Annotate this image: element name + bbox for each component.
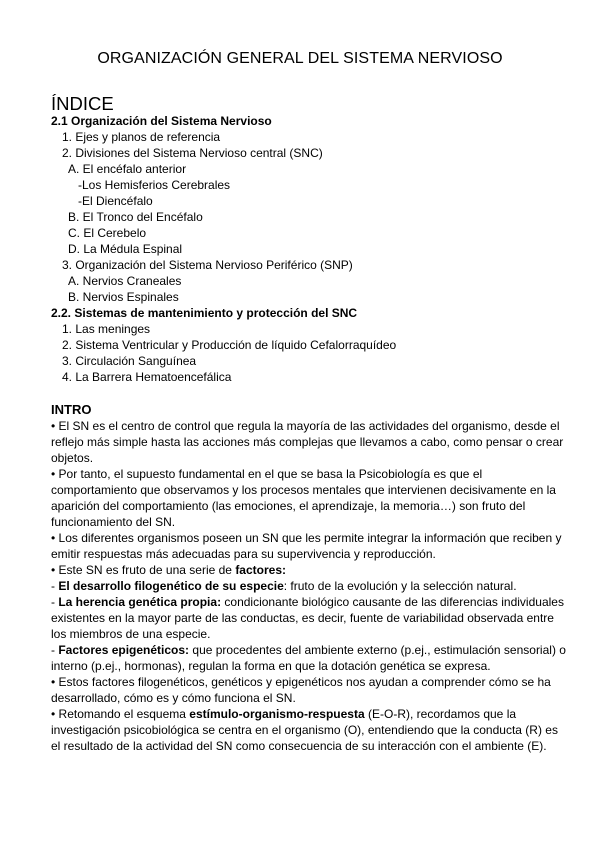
bold-term: El desarrollo filogenético de su especie <box>58 579 284 593</box>
intro-paragraph <box>51 530 566 562</box>
bold-term: factores: <box>235 563 286 577</box>
intro-paragraph <box>51 562 566 578</box>
intro-paragraph <box>51 674 566 706</box>
toc-entry: 2. Divisiones del Sistema Nervioso central (SNC) <box>62 146 323 160</box>
paragraph-text: • Retomando el esquema <box>51 707 190 721</box>
toc-entry: A. El encéfalo anterior <box>68 162 187 176</box>
intro-paragraph <box>51 706 566 754</box>
paragraph-text: • Estos factores filogenéticos, genéticos y epigenéticos nos ayudan a comprender cómo se ha desarrollado, cómo es y cómo funciona el SN. <box>51 675 551 705</box>
toc-entry: D. La Médula Espinal <box>68 242 183 256</box>
intro-paragraph <box>51 466 566 530</box>
intro-body <box>51 418 566 754</box>
toc-entry: A. Nervios Craneales <box>68 274 182 288</box>
paragraph-text: - <box>51 579 59 593</box>
toc-entry: 3. Organización del Sistema Nervioso Periférico (SNP) <box>62 258 353 272</box>
intro-paragraph <box>51 418 566 466</box>
toc-entry: 3. Circulación Sanguínea <box>62 354 197 368</box>
paragraph-text: - <box>51 643 59 657</box>
paragraph-text: - <box>51 595 59 609</box>
intro-paragraph <box>51 642 566 674</box>
intro-paragraph <box>51 594 566 642</box>
paragraph-text: • Por tanto, el supuesto fundamental en el que se basa la Psicobiología es que el comportamiento que observamos y los procesos mentales que intervienen decisivamente en la aparición del comportamiento (las emociones, el aprendizaje, la memoria…) son fruto del funcionamiento del SN. <box>51 467 556 529</box>
paragraph-text: • Este SN es fruto de una serie de <box>51 563 236 577</box>
bold-term: La herencia genética propia: <box>58 595 222 609</box>
table-of-contents <box>51 113 571 385</box>
bold-term: Factores epigenéticos: <box>58 643 190 657</box>
toc-entry: 1. Las meninges <box>62 322 151 336</box>
bold-term: estímulo-organismo-respuesta <box>189 707 365 721</box>
document-title: ORGANIZACIÓN GENERAL DEL SISTEMA NERVIOSO <box>97 50 503 67</box>
paragraph-text: • El SN es el centro de control que regula la mayoría de las actividades del organismo, desde el reflejo más simple hasta las acciones más complejas que llevamos a cabo, como pensar o crear objetos. <box>51 419 564 465</box>
toc-section-heading: 2.1 Organización del Sistema Nervioso <box>51 114 272 128</box>
intro-paragraph <box>51 578 566 594</box>
toc-entry: -Los Hemisferios Cerebrales <box>78 178 231 192</box>
toc-entry: B. Nervios Espinales <box>68 290 179 304</box>
intro-heading: INTRO <box>51 402 92 417</box>
toc-entry: -El Diencéfalo <box>78 194 153 208</box>
toc-entry: 4. La Barrera Hematoencefálica <box>62 370 232 384</box>
toc-entry: 1. Ejes y planos de referencia <box>62 130 221 144</box>
paragraph-text: • Los diferentes organismos poseen un SN que les permite integrar la información que reciben y emitir respuestas más adecuadas para su supervivencia y reproducción. <box>51 531 562 561</box>
paragraph-text: (E-O-R), recordamos que la investigación psicobiológica se centra en el organismo (O), entendiendo que la conducta (R) es el resultado de la actividad del SN como consecuencia de su interacción con el ambiente (E). <box>51 707 558 753</box>
paragraph-text: condicionante biológico causante de las diferencias individuales existentes en la mayor parte de las conductas, es decir, fuente de variabilidad observada entre los miembros de una especie. <box>51 595 564 641</box>
toc-section-heading: 2.2. Sistemas de mantenimiento y protección del SNC <box>51 306 358 320</box>
toc-entry: B. El Tronco del Encéfalo <box>68 210 203 224</box>
index-heading: ÍNDICE <box>51 93 114 114</box>
toc-entry: C. El Cerebelo <box>68 226 147 240</box>
paragraph-text: : fruto de la evolución y la selección natural. <box>283 579 517 593</box>
toc-entry: 2. Sistema Ventricular y Producción de líquido Cefalorraquídeo <box>62 338 397 352</box>
paragraph-text: que procedentes del ambiente externo (p.ej., estimulación sensorial) o interno (p.ej., hormonas), regulan la forma en que la dotación genética se expresa. <box>51 643 566 673</box>
